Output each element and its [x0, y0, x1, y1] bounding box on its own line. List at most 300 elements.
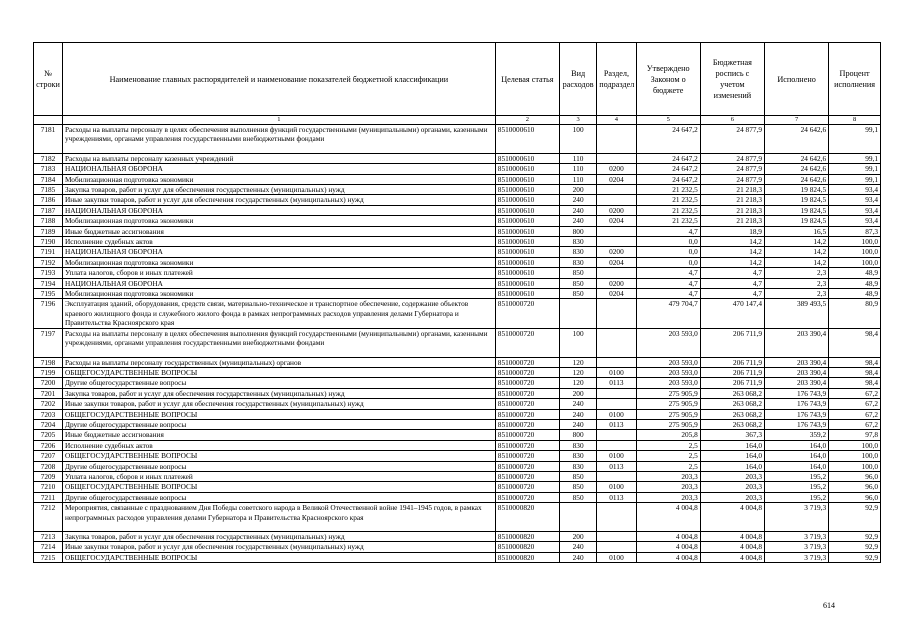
table-row: [34, 367, 881, 377]
row-budget-list: 4,7: [700, 278, 764, 288]
row-number: 7206: [34, 440, 63, 450]
row-number: 7183: [34, 164, 63, 174]
row-budget-list: 263 068,2: [700, 409, 764, 419]
row-target-article: 8510000720: [495, 430, 559, 440]
row-budget-list: 14,2: [700, 257, 764, 267]
row-percent: 98,4: [829, 357, 881, 367]
header-expense-type: Вид расходов: [559, 43, 596, 116]
row-target-article: 8510000720: [495, 299, 559, 328]
table-row: [34, 247, 881, 257]
row-percent: 92,9: [829, 542, 881, 552]
header-budget-list: Бюджетная роспись с учетом изменений: [700, 43, 764, 116]
header-section: Раздел, подраздел: [597, 43, 636, 116]
row-percent: 98,4: [829, 328, 881, 357]
row-budget-list: 206 711,9: [700, 378, 764, 388]
row-expense-type: 110: [559, 174, 596, 184]
table-row: [34, 451, 881, 461]
row-approved: 21 232,5: [636, 195, 700, 205]
row-number: 7191: [34, 247, 63, 257]
row-executed: 2,3: [764, 289, 828, 299]
row-executed: 203 390,4: [764, 378, 828, 388]
column-number: 3: [559, 116, 596, 125]
row-name: НАЦИОНАЛЬНАЯ ОБОРОНА: [62, 164, 495, 174]
row-percent: 93,4: [829, 185, 881, 195]
row-executed: 19 824,5: [764, 195, 828, 205]
row-expense-type: 800: [559, 226, 596, 236]
row-number: 7204: [34, 419, 63, 429]
row-number: 7202: [34, 399, 63, 409]
row-executed: 2,3: [764, 268, 828, 278]
table-row: [34, 164, 881, 174]
row-number: 7190: [34, 237, 63, 247]
row-expense-type: 100: [559, 125, 596, 154]
header-row-number: № строки: [34, 43, 63, 116]
row-budget-list: 4 004,8: [700, 542, 764, 552]
row-percent: 99,1: [829, 164, 881, 174]
row-approved: 4,7: [636, 289, 700, 299]
table-row: [34, 268, 881, 278]
row-number: 7210: [34, 482, 63, 492]
row-approved: 275 905,9: [636, 409, 700, 419]
row-budget-list: 21 218,3: [700, 185, 764, 195]
row-number: 7181: [34, 125, 63, 154]
row-expense-type: 830: [559, 461, 596, 471]
row-section: 0100: [597, 552, 636, 562]
row-number: 7199: [34, 367, 63, 377]
column-number: 4: [597, 116, 636, 125]
row-expense-type: 240: [559, 552, 596, 562]
row-target-article: 8510000610: [495, 268, 559, 278]
row-section: [597, 153, 636, 163]
row-target-article: 8510000610: [495, 226, 559, 236]
row-target-article: 8510000720: [495, 328, 559, 357]
row-name: Мобилизационная подготовка экономики: [62, 174, 495, 184]
row-executed: 203 390,4: [764, 328, 828, 357]
row-name: Мобилизационная подготовка экономики: [62, 257, 495, 267]
row-section: 0204: [597, 257, 636, 267]
row-budget-list: 206 711,9: [700, 367, 764, 377]
row-percent: 67,2: [829, 409, 881, 419]
row-percent: 100,0: [829, 451, 881, 461]
row-budget-list: 4 004,8: [700, 531, 764, 541]
header-percent: Процент исполнения: [829, 43, 881, 116]
row-section: 0200: [597, 278, 636, 288]
row-name: Уплата налогов, сборов и иных платежей: [62, 268, 495, 278]
row-name: Другие общегосударственные вопросы: [62, 461, 495, 471]
table-row: [34, 185, 881, 195]
row-executed: 195,2: [764, 482, 828, 492]
row-percent: 100,0: [829, 237, 881, 247]
table-row: [34, 399, 881, 409]
row-budget-list: 24 877,9: [700, 125, 764, 154]
row-expense-type: 850: [559, 268, 596, 278]
table-row: [34, 531, 881, 541]
row-budget-list: 203,3: [700, 471, 764, 481]
row-section: 0200: [597, 164, 636, 174]
table-row: [34, 482, 881, 492]
row-executed: 24 642,6: [764, 153, 828, 163]
row-number: 7214: [34, 542, 63, 552]
row-section: 0100: [597, 451, 636, 461]
budget-table: [33, 42, 881, 563]
row-executed: 195,2: [764, 492, 828, 502]
row-section: 0204: [597, 174, 636, 184]
row-target-article: 8510000820: [495, 503, 559, 532]
table-row: [34, 125, 881, 154]
header-row: [34, 43, 881, 116]
row-executed: 24 642,6: [764, 125, 828, 154]
row-name: Расходы на выплаты персоналу казенных учреждений: [62, 153, 495, 163]
row-percent: 100,0: [829, 247, 881, 257]
row-executed: 14,2: [764, 257, 828, 267]
row-executed: 176 743,9: [764, 409, 828, 419]
row-target-article: 8510000610: [495, 278, 559, 288]
row-name: Мобилизационная подготовка экономики: [62, 289, 495, 299]
row-approved: 4,7: [636, 268, 700, 278]
row-number: 7212: [34, 503, 63, 532]
row-name: Исполнение судебных актов: [62, 237, 495, 247]
row-approved: 4 004,8: [636, 542, 700, 552]
row-budget-list: 367,3: [700, 430, 764, 440]
row-expense-type: 240: [559, 195, 596, 205]
row-executed: 164,0: [764, 440, 828, 450]
row-number: 7208: [34, 461, 63, 471]
row-budget-list: 18,9: [700, 226, 764, 236]
row-section: [597, 388, 636, 398]
row-target-article: 8510000610: [495, 205, 559, 215]
row-percent: 99,1: [829, 125, 881, 154]
row-budget-list: 203,3: [700, 492, 764, 502]
table-row: [34, 378, 881, 388]
row-section: [597, 185, 636, 195]
row-target-article: 8510000610: [495, 153, 559, 163]
row-expense-type: 120: [559, 367, 596, 377]
row-name: Эксплуатация зданий, оборудования, средств связи, материально-техническое и транспортное обеспечение, содержание объектов краевого жилищного фонда и служебного жилого фонда в рамках непрограммных расходов управления делами Губернатора и Правительства Красноярского края: [62, 299, 495, 328]
row-section: 0113: [597, 419, 636, 429]
row-section: 0100: [597, 367, 636, 377]
row-expense-type: 850: [559, 289, 596, 299]
table-row: [34, 503, 881, 532]
row-expense-type: 830: [559, 247, 596, 257]
row-approved: 275 905,9: [636, 399, 700, 409]
row-percent: 92,9: [829, 552, 881, 562]
row-approved: 0,0: [636, 237, 700, 247]
row-target-article: 8510000720: [495, 451, 559, 461]
row-executed: 195,2: [764, 471, 828, 481]
row-name: НАЦИОНАЛЬНАЯ ОБОРОНА: [62, 205, 495, 215]
row-budget-list: 21 218,3: [700, 216, 764, 226]
row-expense-type: 850: [559, 482, 596, 492]
row-target-article: 8510000720: [495, 482, 559, 492]
row-target-article: 8510000720: [495, 461, 559, 471]
table-row: [34, 174, 881, 184]
row-approved: 203,3: [636, 482, 700, 492]
row-budget-list: 4,7: [700, 268, 764, 278]
row-section: [597, 125, 636, 154]
column-number: 5: [636, 116, 700, 125]
row-number: 7185: [34, 185, 63, 195]
row-approved: 0,0: [636, 257, 700, 267]
row-percent: 93,4: [829, 195, 881, 205]
row-section: [597, 440, 636, 450]
row-name: Иные бюджетные ассигнования: [62, 430, 495, 440]
row-number: 7195: [34, 289, 63, 299]
row-number: 7184: [34, 174, 63, 184]
row-expense-type: 110: [559, 164, 596, 174]
row-budget-list: 14,2: [700, 237, 764, 247]
row-approved: 4 004,8: [636, 552, 700, 562]
row-budget-list: 164,0: [700, 461, 764, 471]
row-executed: 24 642,6: [764, 174, 828, 184]
row-number: 7192: [34, 257, 63, 267]
row-expense-type: 120: [559, 378, 596, 388]
row-target-article: 8510000610: [495, 195, 559, 205]
row-number: 7209: [34, 471, 63, 481]
row-approved: 21 232,5: [636, 205, 700, 215]
row-approved: 275 905,9: [636, 419, 700, 429]
row-expense-type: 200: [559, 185, 596, 195]
row-name: Закупка товаров, работ и услуг для обеспечения государственных (муниципальных) нужд: [62, 185, 495, 195]
row-approved: 24 647,2: [636, 125, 700, 154]
row-percent: 98,4: [829, 367, 881, 377]
table-row: [34, 299, 881, 328]
row-percent: 48,9: [829, 289, 881, 299]
row-number: 7200: [34, 378, 63, 388]
row-expense-type: 830: [559, 257, 596, 267]
row-number: 7188: [34, 216, 63, 226]
row-name: Иные закупки товаров, работ и услуг для обеспечения государственных (муниципальных) нужд: [62, 399, 495, 409]
row-expense-type: 240: [559, 419, 596, 429]
row-number: 7205: [34, 430, 63, 440]
row-target-article: 8510000720: [495, 492, 559, 502]
row-executed: 164,0: [764, 461, 828, 471]
row-executed: 14,2: [764, 247, 828, 257]
column-number: 6: [700, 116, 764, 125]
row-expense-type: 850: [559, 278, 596, 288]
row-approved: 4,7: [636, 226, 700, 236]
row-name: НАЦИОНАЛЬНАЯ ОБОРОНА: [62, 247, 495, 257]
row-name: ОБЩЕГОСУДАРСТВЕННЫЕ ВОПРОСЫ: [62, 552, 495, 562]
row-executed: 19 824,5: [764, 185, 828, 195]
row-expense-type: 240: [559, 399, 596, 409]
row-approved: 0,0: [636, 247, 700, 257]
row-number: 7189: [34, 226, 63, 236]
row-executed: 3 719,3: [764, 542, 828, 552]
table-row: [34, 471, 881, 481]
row-section: [597, 237, 636, 247]
row-section: [597, 328, 636, 357]
row-section: [597, 531, 636, 541]
row-name: Мероприятия, связанные с празднованием Дня Победы советского народа в Великой Отечественной войне 1941–1945 годов, в рамках непрограммных расходов управления делами Губернатора и Правительства Красноярского края: [62, 503, 495, 532]
table-row: [34, 388, 881, 398]
row-target-article: 8510000720: [495, 471, 559, 481]
row-target-article: 8510000720: [495, 357, 559, 367]
row-target-article: 8510000610: [495, 125, 559, 154]
row-executed: 24 642,6: [764, 164, 828, 174]
row-expense-type: 110: [559, 153, 596, 163]
row-expense-type: 120: [559, 357, 596, 367]
row-approved: 4,7: [636, 278, 700, 288]
row-percent: 100,0: [829, 257, 881, 267]
row-approved: 24 647,2: [636, 164, 700, 174]
row-approved: 21 232,5: [636, 216, 700, 226]
row-number: 7193: [34, 268, 63, 278]
row-section: [597, 471, 636, 481]
row-expense-type: 200: [559, 531, 596, 541]
table-row: [34, 226, 881, 236]
row-name: Расходы на выплаты персоналу государственных (муниципальных) органов: [62, 357, 495, 367]
row-approved: 203 593,0: [636, 357, 700, 367]
row-name: Иные закупки товаров, работ и услуг для обеспечения государственных (муниципальных) нужд: [62, 542, 495, 552]
row-budget-list: 164,0: [700, 451, 764, 461]
row-number: 7207: [34, 451, 63, 461]
row-name: Иные закупки товаров, работ и услуг для обеспечения государственных (муниципальных) нужд: [62, 195, 495, 205]
row-expense-type: 240: [559, 409, 596, 419]
row-approved: 4 004,8: [636, 531, 700, 541]
row-executed: 359,2: [764, 430, 828, 440]
row-expense-type: 830: [559, 451, 596, 461]
row-number: 7182: [34, 153, 63, 163]
table-row: [34, 153, 881, 163]
row-executed: 19 824,5: [764, 205, 828, 215]
row-approved: 203,3: [636, 471, 700, 481]
row-target-article: 8510000610: [495, 257, 559, 267]
table-row: [34, 419, 881, 429]
row-percent: 48,9: [829, 268, 881, 278]
row-name: Расходы на выплаты персоналу в целях обеспечения выполнения функций государственными (муниципальными) органами, казенными учреждениями, органами управления государственными внебюджетными фондами: [62, 125, 495, 154]
row-approved: 205,8: [636, 430, 700, 440]
row-approved: 21 232,5: [636, 185, 700, 195]
row-section: 0113: [597, 492, 636, 502]
row-expense-type: 240: [559, 205, 596, 215]
column-number: 1: [62, 116, 495, 125]
row-approved: 203 593,0: [636, 367, 700, 377]
row-budget-list: 4 004,8: [700, 503, 764, 532]
row-number: 7194: [34, 278, 63, 288]
table-row: [34, 278, 881, 288]
row-budget-list: 24 877,9: [700, 164, 764, 174]
row-target-article: 8510000610: [495, 247, 559, 257]
row-budget-list: 263 068,2: [700, 399, 764, 409]
row-name: Исполнение судебных актов: [62, 440, 495, 450]
row-expense-type: [559, 503, 596, 532]
row-section: [597, 195, 636, 205]
row-expense-type: [559, 299, 596, 328]
table-row: [34, 430, 881, 440]
row-section: [597, 399, 636, 409]
row-target-article: 8510000610: [495, 289, 559, 299]
table-row: [34, 205, 881, 215]
row-executed: 14,2: [764, 237, 828, 247]
row-number: 7203: [34, 409, 63, 419]
row-approved: 203,3: [636, 492, 700, 502]
row-target-article: 8510000720: [495, 388, 559, 398]
row-section: [597, 299, 636, 328]
row-number: 7201: [34, 388, 63, 398]
row-executed: 16,5: [764, 226, 828, 236]
row-expense-type: 850: [559, 471, 596, 481]
table-row: [34, 461, 881, 471]
row-percent: 100,0: [829, 461, 881, 471]
row-approved: 2,5: [636, 451, 700, 461]
row-target-article: 8510000610: [495, 164, 559, 174]
row-budget-list: 4,7: [700, 289, 764, 299]
row-percent: 92,9: [829, 503, 881, 532]
row-approved: 275 905,9: [636, 388, 700, 398]
row-target-article: 8510000610: [495, 185, 559, 195]
row-number: 7197: [34, 328, 63, 357]
row-target-article: 8510000720: [495, 367, 559, 377]
row-percent: 67,2: [829, 388, 881, 398]
row-name: НАЦИОНАЛЬНАЯ ОБОРОНА: [62, 278, 495, 288]
row-name: Другие общегосударственные вопросы: [62, 419, 495, 429]
row-section: 0100: [597, 409, 636, 419]
row-budget-list: 164,0: [700, 440, 764, 450]
row-executed: 389 493,5: [764, 299, 828, 328]
row-name: Мобилизационная подготовка экономики: [62, 216, 495, 226]
row-budget-list: 206 711,9: [700, 328, 764, 357]
row-section: [597, 268, 636, 278]
header-approved: Утверждено Законом о бюджете: [636, 43, 700, 116]
row-section: [597, 430, 636, 440]
row-expense-type: 200: [559, 388, 596, 398]
row-executed: 203 390,4: [764, 357, 828, 367]
row-budget-list: 203,3: [700, 482, 764, 492]
table-row: [34, 237, 881, 247]
row-budget-list: 21 218,3: [700, 195, 764, 205]
row-percent: 80,9: [829, 299, 881, 328]
row-section: [597, 357, 636, 367]
row-name: Иные бюджетные ассигнования: [62, 226, 495, 236]
header-name: Наименование главных распорядителей и наименование показателей бюджетной классификации: [62, 43, 495, 116]
row-percent: 96,0: [829, 492, 881, 502]
column-number: 7: [764, 116, 828, 125]
row-percent: 67,2: [829, 399, 881, 409]
row-name: Другие общегосударственные вопросы: [62, 378, 495, 388]
row-budget-list: 263 068,2: [700, 419, 764, 429]
row-budget-list: 24 877,9: [700, 174, 764, 184]
row-approved: 479 704,7: [636, 299, 700, 328]
row-expense-type: 100: [559, 328, 596, 357]
row-percent: 87,3: [829, 226, 881, 236]
row-expense-type: 240: [559, 216, 596, 226]
row-expense-type: 850: [559, 492, 596, 502]
row-executed: 19 824,5: [764, 216, 828, 226]
row-name: ОБЩЕГОСУДАРСТВЕННЫЕ ВОПРОСЫ: [62, 409, 495, 419]
row-section: [597, 503, 636, 532]
row-number: 7211: [34, 492, 63, 502]
row-number: 7198: [34, 357, 63, 367]
row-approved: 2,5: [636, 461, 700, 471]
row-approved: 4 004,8: [636, 503, 700, 532]
row-expense-type: 240: [559, 542, 596, 552]
row-percent: 99,1: [829, 153, 881, 163]
row-section: 0200: [597, 247, 636, 257]
row-number: 7196: [34, 299, 63, 328]
column-number: 2: [495, 116, 559, 125]
budget-table-page: [33, 42, 881, 563]
header-executed: Исполнено: [764, 43, 828, 116]
row-budget-list: 206 711,9: [700, 357, 764, 367]
row-expense-type: 800: [559, 430, 596, 440]
row-executed: 203 390,4: [764, 367, 828, 377]
table-row: [34, 492, 881, 502]
table-row: [34, 542, 881, 552]
row-name: Другие общегосударственные вопросы: [62, 492, 495, 502]
row-executed: 176 743,9: [764, 388, 828, 398]
row-executed: 3 719,3: [764, 552, 828, 562]
column-number-row: [34, 116, 881, 125]
